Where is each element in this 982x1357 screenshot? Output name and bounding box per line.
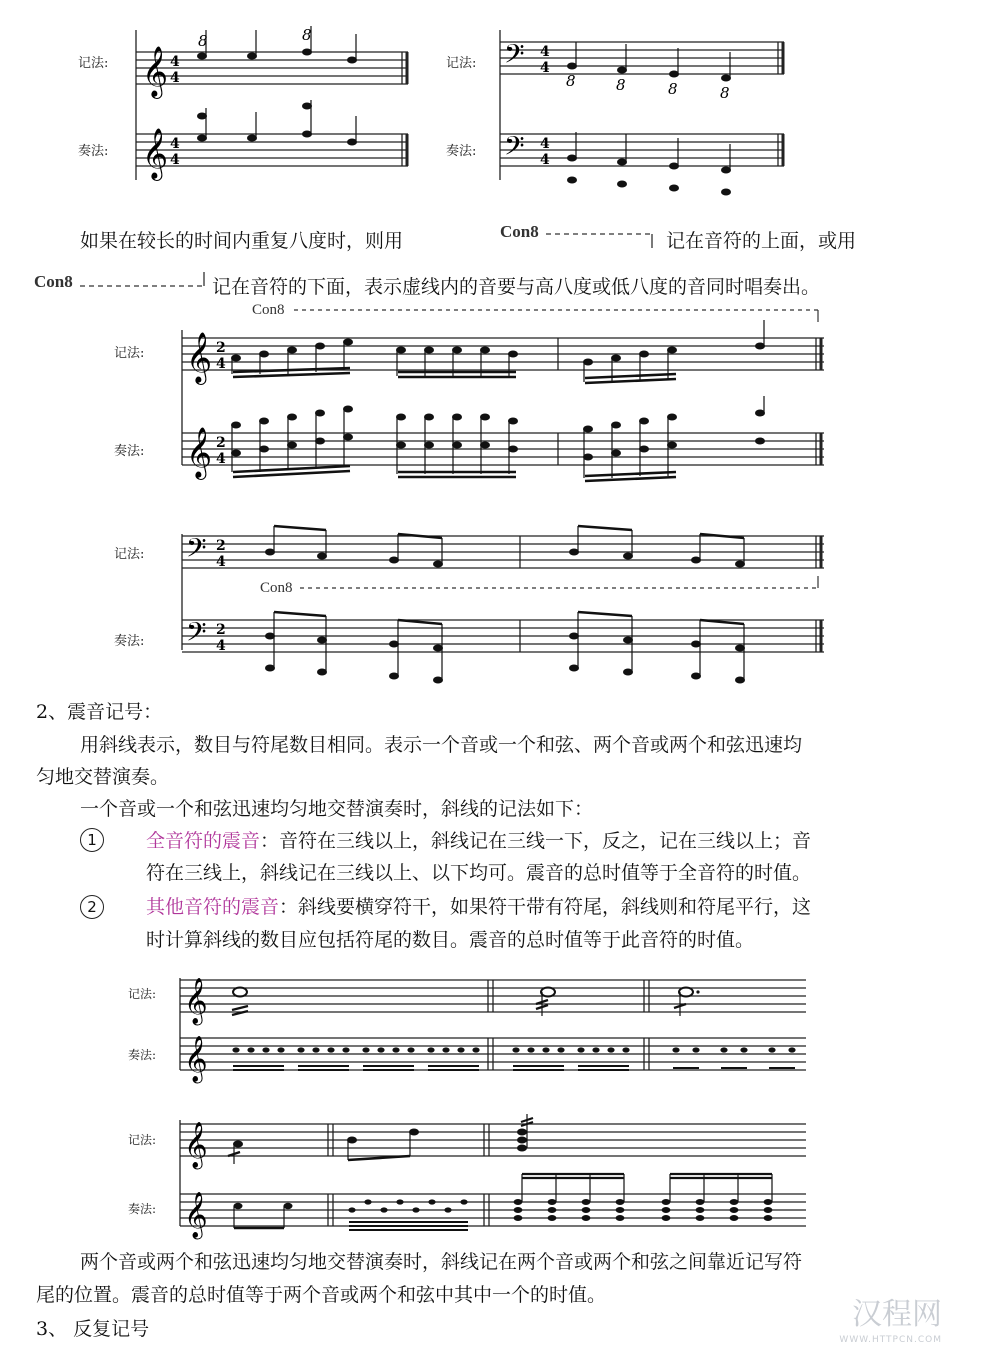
con8-below-bracket (80, 270, 210, 290)
svg-text:4: 4 (216, 356, 226, 372)
svg-text:2: 2 (216, 340, 226, 356)
con8-below-label: Con8 (34, 272, 73, 291)
staff-example-con8-treble (176, 300, 836, 500)
svg-text:𝄞: 𝄞 (184, 978, 208, 1024)
svg-text:𝄞: 𝄞 (184, 1192, 208, 1238)
svg-text:𝄞: 𝄞 (142, 128, 169, 179)
paragraph-octave-line1-tail: 记在音符的上面，或用 (666, 230, 857, 252)
item-1-text1: ：音符在三线以上，斜线记在三线一下，反之，记在三线以上；音 (260, 830, 812, 852)
staff-example-con8-bass (176, 520, 836, 695)
item-2-line1 (146, 892, 811, 922)
svg-text:𝄞: 𝄞 (184, 1122, 208, 1168)
circled-number-2: 2 (80, 895, 104, 919)
paragraph-octave-line1 (80, 226, 403, 256)
item-1-line1 (146, 826, 811, 856)
svg-text:4: 4 (170, 70, 180, 86)
item-2-text1: ：斜线要横穿符干，如果符干带有符尾，斜线则和符尾平行，这 (279, 896, 812, 918)
watermark-logo (852, 1289, 942, 1333)
svg-text:4: 4 (540, 136, 550, 152)
svg-text:𝄢: 𝄢 (504, 38, 525, 76)
svg-text:4: 4 (170, 54, 180, 70)
watermark-text: 汉程网 (852, 1297, 942, 1332)
svg-text:4: 4 (216, 638, 226, 654)
tremolo-two-notes-line1: 两个音或两个和弦迅速均匀地交替演奏时，斜线记在两个音或两个和弦之间靠近记写符 (80, 1251, 803, 1273)
label-notation-1b: 记法: (446, 56, 477, 71)
svg-text:𝄢: 𝄢 (504, 130, 525, 168)
con8-example-label: Con8 (252, 302, 285, 318)
tremolo-desc-line2: 匀地交替演奏。 (36, 766, 170, 788)
tremolo-two-notes-line2: 尾的位置。震音的总时值等于两个音或两个和弦中其中一个的时值。 (36, 1284, 607, 1306)
label-notation-2: 记法: (114, 346, 145, 361)
svg-text:4: 4 (540, 44, 550, 60)
svg-text:𝄢: 𝄢 (186, 616, 207, 654)
svg-text:𝄞: 𝄞 (186, 427, 213, 478)
svg-text:8: 8 (616, 76, 626, 94)
svg-text:2: 2 (216, 435, 226, 451)
svg-text:𝄞: 𝄞 (186, 332, 213, 383)
con8-example-label-bass: Con8 (260, 580, 293, 596)
watermark-url: WWW.HTTPCN.COM (839, 1335, 942, 1345)
label-notation-4: 记法: (128, 987, 157, 1001)
svg-text:4: 4 (540, 152, 550, 168)
label-performance-1b: 奏法: (446, 144, 477, 159)
label-performance-1a: 奏法: (78, 144, 109, 159)
item-2-title: 其他音符的震音 (146, 896, 280, 918)
staff-example-top-right (496, 30, 796, 205)
svg-text:8: 8 (668, 80, 678, 98)
item-2-line2: 时计算斜线的数目应包括符尾的数目。震音的总时值等于此音符的时值。 (146, 929, 755, 951)
svg-text:𝄞: 𝄞 (142, 46, 169, 97)
svg-text:4: 4 (170, 152, 180, 168)
label-performance-3: 奏法: (114, 634, 145, 649)
section-heading-tremolo: 2、震音记号： (36, 701, 163, 723)
svg-text:2: 2 (216, 622, 226, 638)
svg-text:8: 8 (720, 84, 730, 102)
con8-above-label: Con8 (500, 222, 539, 241)
tremolo-single-intro: 一个音或一个和弦迅速均匀地交替演奏时，斜线的记法如下： (80, 798, 594, 820)
item-1-number (80, 828, 104, 852)
svg-text:8: 8 (566, 72, 576, 90)
label-notation-3: 记法: (114, 547, 145, 562)
svg-text:4: 4 (540, 60, 550, 76)
svg-text:8: 8 (302, 26, 312, 44)
svg-text:8: 8 (198, 32, 208, 50)
paragraph-octave-line1-text: 如果在较长的时间内重复八度时，则用 (80, 230, 404, 252)
svg-text:4: 4 (216, 451, 226, 467)
label-performance-2: 奏法: (114, 444, 145, 459)
svg-text:4: 4 (216, 554, 226, 570)
item-1-line2: 符在三线上，斜线记在三线以上、以下均可。震音的总时值等于全音符的时值。 (146, 862, 812, 884)
svg-text:4: 4 (170, 136, 180, 152)
staff-example-tremolo-1 (176, 970, 816, 1080)
label-notation-5: 记法: (128, 1133, 157, 1147)
svg-text:2: 2 (216, 538, 226, 554)
section-heading-repeat: 3、 反复记号 (36, 1318, 150, 1340)
svg-text:𝄞: 𝄞 (184, 1036, 208, 1082)
circled-number-1: 1 (80, 828, 104, 852)
label-notation-1a: 记法: (78, 56, 109, 71)
staff-example-tremolo-2 (176, 1110, 816, 1238)
con8-above-bracket (546, 230, 658, 250)
label-performance-5: 奏法: (128, 1202, 157, 1216)
tremolo-desc-line1: 用斜线表示，数目与符尾数目相同。表示一个音或一个和弦、两个音或两个和弦迅速均 (80, 734, 803, 756)
label-performance-4: 奏法: (128, 1048, 157, 1062)
item-1-title: 全音符的震音 (146, 830, 261, 852)
staff-example-top-left (130, 26, 420, 200)
paragraph-octave-line2: 记在音符的下面，表示虚线内的音要与高八度或低八度的音同时唱奏出。 (212, 276, 821, 298)
svg-text:𝄢: 𝄢 (186, 532, 207, 570)
item-2-number (80, 895, 104, 919)
